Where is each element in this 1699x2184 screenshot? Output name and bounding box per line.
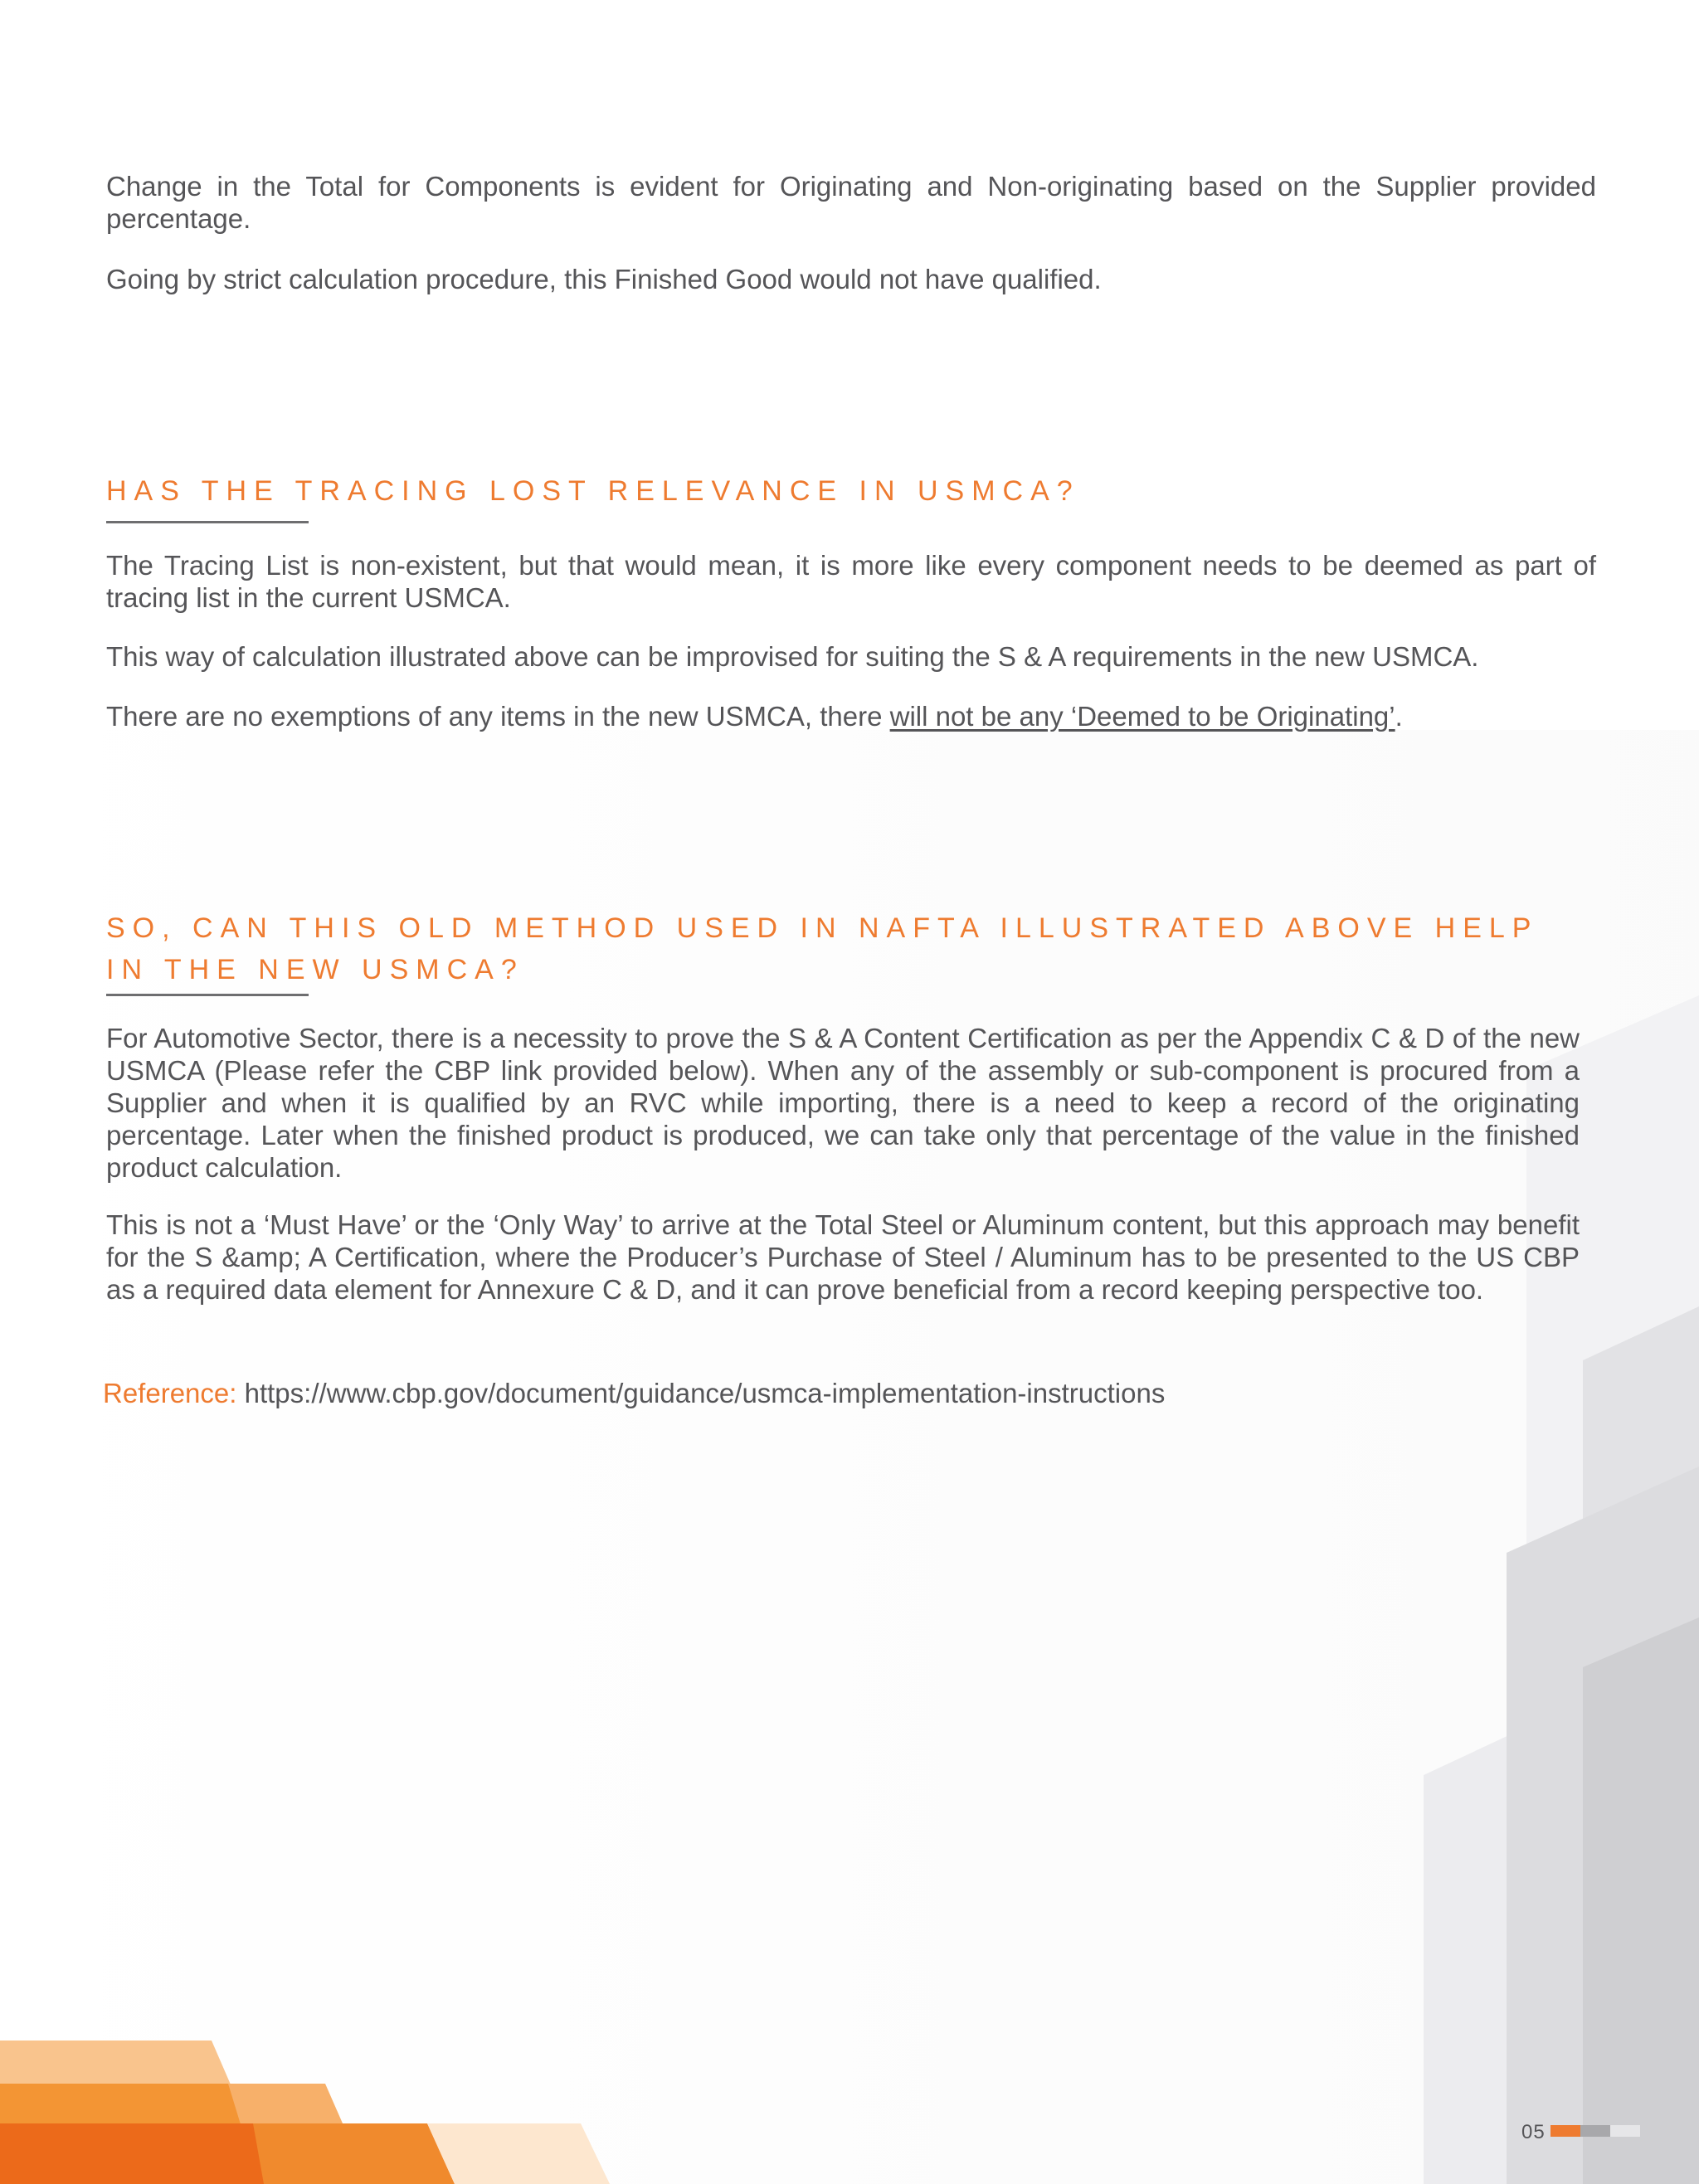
heading-underline-rule: [106, 521, 309, 523]
paragraph-tracing-list: The Tracing List is non-existent, but that would mean, it is more like every component needs to be deemed as part of tracing list in the current USMCA.: [106, 550, 1596, 613]
heading-underline-rule: [106, 994, 309, 996]
orange-shape-fade: [427, 2123, 610, 2184]
reference-line: [103, 1377, 1165, 1410]
paragraph-calculation-improvised: This way of calculation illustrated above can be improvised for suiting the S & A requirements in the new USMCA.: [106, 641, 1479, 672]
no-exemptions-text: There are no exemptions of any items in the new USMCA, there: [106, 701, 890, 732]
paragraph-component-change: Change in the Total for Components is evident for Originating and Non-originating based on the Supplier provided percentage.: [106, 171, 1596, 234]
no-exemptions-period: .: [1395, 701, 1403, 732]
heading-tracing-relevance: HAS THE TRACING LOST RELEVANCE IN USMCA?: [106, 475, 1080, 507]
reference-link[interactable]: https://www.cbp.gov/document/guidance/usmca-implementation-instructions: [244, 1378, 1166, 1408]
paragraph-automotive-sector: For Automotive Sector, there is a necessity to prove the S & A Content Certification as per the Appendix C & D of the new USMCA (Please refer the CBP link provided below). When any of the assembly or sub-component is procured from a Supplier and when it is qualified by an RVC while importing, there is a need to keep a record of the originating percentage. Later when the finished product is produced, we can take only that percentage of the value in the finished product calculation.: [106, 1023, 1580, 1183]
page-bar-orange: [1551, 2125, 1580, 2137]
paragraph-strict-calculation: Going by strict calculation procedure, this Finished Good would not have qualified.: [106, 264, 1102, 294]
reference-label: Reference:: [103, 1378, 237, 1408]
paragraph-must-have: This is not a ‘Must Have’ or the ‘Only Way’ to arrive at the Total Steel or Aluminum content, but this approach may benefit for the S &amp; A Certification, where the Producer’s Purchase of Steel / Aluminum has to be presented to the US CBP as a required data element for Annexure C & D, and it can prove beneficial from a record keeping perspective too.: [106, 1209, 1580, 1305]
page-number: 05: [1521, 2121, 1546, 2143]
page-bar-gray: [1580, 2125, 1610, 2137]
orange-shape-deep: [0, 2123, 264, 2184]
page-bar-light: [1610, 2125, 1640, 2137]
paragraph-no-exemptions: [106, 700, 1596, 732]
deemed-originating-underlined: will not be any ‘Deemed to be Originating’: [889, 701, 1395, 732]
heading-old-method-nafta: SO, CAN THIS OLD METHOD USED IN NAFTA ILLUSTRATED ABOVE HELP IN THE NEW USMCA?: [106, 912, 1538, 985]
gray-panel-darkest: [1583, 1617, 1699, 2184]
